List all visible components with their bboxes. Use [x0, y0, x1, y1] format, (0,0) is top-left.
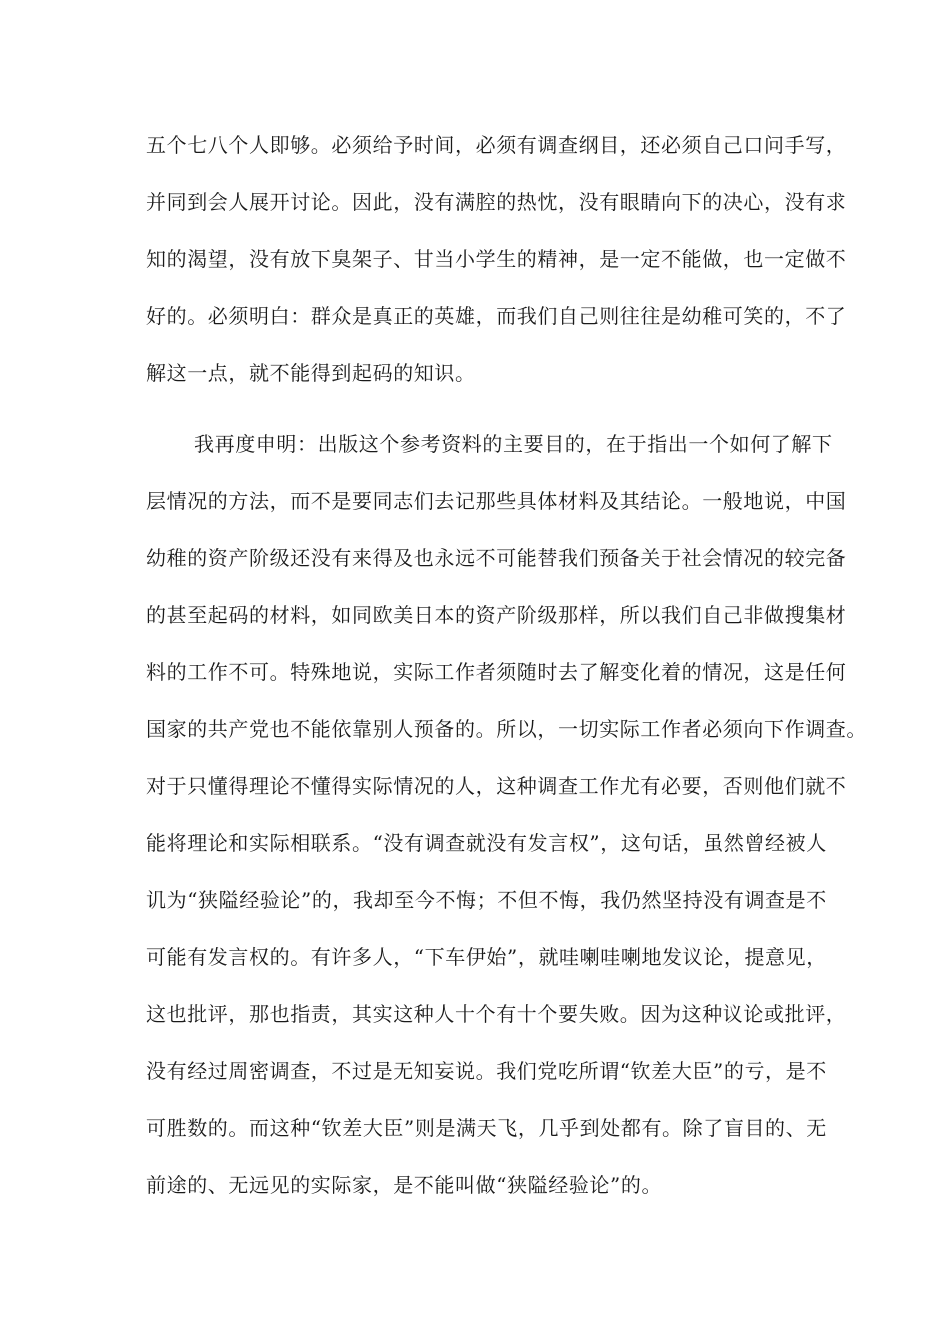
paragraph-2-line: 这也批评，那也指责，其实这种人十个有十个要失败。因为这种议论或批评，	[146, 1002, 847, 1026]
paragraph-2-line: 料的工作不可。特殊地说，实际工作者须随时去了解变化着的情况，这是任何	[146, 660, 847, 684]
paragraph-1-line: 好的。必须明白：群众是真正的英雄，而我们自己则往往是幼稚可笑的，不了	[146, 304, 847, 328]
paragraph-2-line: 幼稚的资产阶级还没有来得及也永远不可能替我们预备关于社会情况的较完备	[146, 546, 847, 570]
paragraph-1-line: 五个七八个人即够。必须给予时间，必须有调查纲目，还必须自己口问手写，	[146, 133, 847, 157]
paragraph-2-line: 讥为“狭隘经验论”的，我却至今不悔；不但不悔，我仍然坚持没有调查是不	[146, 888, 827, 912]
paragraph-2-line: 国家的共产党也不能依靠别人预备的。所以，一切实际工作者必须向下作调查。	[146, 717, 867, 741]
paragraph-2-line: 的甚至起码的材料，如同欧美日本的资产阶级那样，所以我们自己非做搜集材	[146, 603, 847, 627]
paragraph-2-line: 没有经过周密调查，不过是无知妄说。我们党吃所谓“钦差大臣”的亏，是不	[146, 1059, 827, 1083]
paragraph-1-line: 并同到会人展开讨论。因此，没有满腔的热忱，没有眼睛向下的决心，没有求	[146, 190, 847, 214]
paragraph-2-line: 前途的、无远见的实际家，是不能叫做“狭隘经验论”的。	[146, 1173, 663, 1197]
paragraph-2-line: 我再度申明：出版这个参考资料的主要目的，在于指出一个如何了解下	[194, 432, 833, 456]
paragraph-1-line: 解这一点，就不能得到起码的知识。	[146, 361, 476, 385]
paragraph-2-line: 对于只懂得理论不懂得实际情况的人，这种调查工作尤有必要，否则他们就不	[146, 774, 847, 798]
paragraph-2-line: 能将理论和实际相联系。“没有调查就没有发言权”，这句话，虽然曾经被人	[146, 831, 827, 855]
paragraph-1-line: 知的渴望，没有放下臭架子、甘当小学生的精神，是一定不能做，也一定做不	[146, 247, 847, 271]
paragraph-2-line: 可能有发言权的。有许多人，“下车伊始”，就哇喇哇喇地发议论，提意见，	[146, 945, 827, 969]
paragraph-2-line: 层情况的方法，而不是要同志们去记那些具体材料及其结论。一般地说，中国	[146, 489, 847, 513]
paragraph-2-line: 可胜数的。而这种“钦差大臣”则是满天飞，几乎到处都有。除了盲目的、无	[146, 1116, 827, 1140]
